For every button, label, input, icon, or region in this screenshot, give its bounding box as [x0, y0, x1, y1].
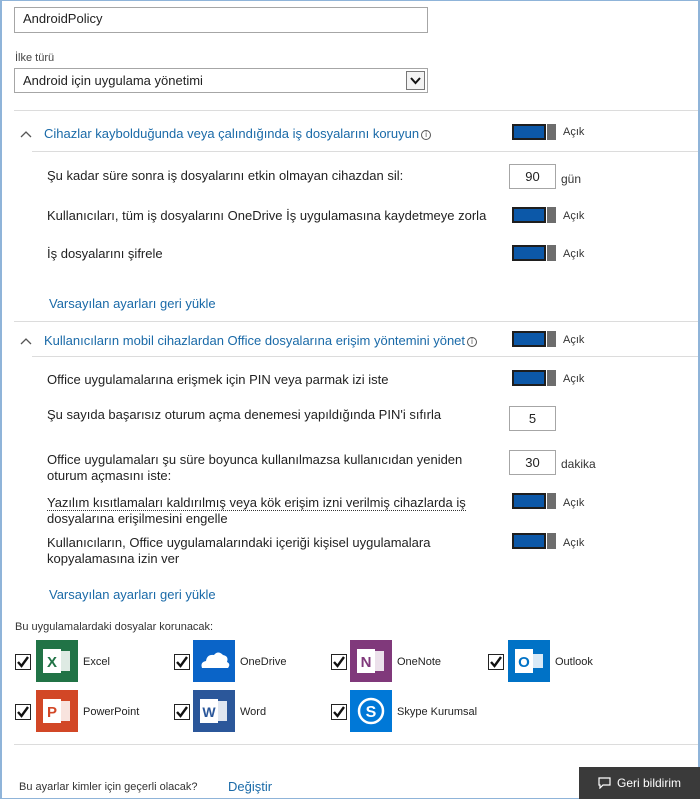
checkmark-icon [332, 705, 346, 719]
word-icon [193, 690, 235, 732]
require-pin-label: Office uygulamalarına erişmek için PIN veya parmak izi iste [47, 372, 389, 387]
encrypt-label: İş dosyalarını şifrele [47, 246, 163, 261]
applies-to-question: Bu ayarlar kimler için geçerli olacak? [19, 781, 198, 793]
change-link[interactable]: Değiştir [228, 779, 273, 794]
section1-reset-link[interactable]: Varsayılan ayarları geri yükle [49, 296, 216, 311]
info-icon[interactable]: i [421, 130, 431, 140]
policy-type-value: Android için uygulama yönetimi [23, 73, 203, 88]
svg-text:P: P [46, 704, 58, 721]
info-icon[interactable]: i [467, 337, 477, 347]
block-jailbroken-toggle-label: Açık [563, 497, 585, 509]
divider [14, 744, 698, 745]
section1-title: Cihazlar kaybolduğunda veya çalındığında iş dosyalarını koruyun [44, 126, 420, 141]
wipe-days-unit: gün [561, 172, 582, 186]
section2-title: Kullanıcıların mobil cihazlardan Office dosyalarına erişim yöntemini yönet [44, 333, 466, 348]
divider [32, 151, 698, 152]
policy-type-select[interactable] [14, 68, 428, 93]
checkmark-icon [16, 655, 30, 669]
pin-attempts-input[interactable]: 5 [509, 406, 556, 431]
require-pin-toggle[interactable] [512, 370, 556, 386]
feedback-label: Geri bildirim [616, 776, 681, 790]
checkmark-icon [489, 655, 503, 669]
onedrive-checkbox[interactable] [174, 654, 190, 670]
reauth-label: Office uygulamaları şu süre boyunca kullanılmazsa kullanıcıdan yeniden oturum açmasını iste: [47, 452, 463, 483]
allow-copy-label: Kullanıcıların, Office uygulamalarındaki içeriği kişisel uygulamalara kopyalamasına izin ver [47, 535, 431, 566]
onenote-icon [350, 640, 392, 682]
svg-text:S: S [365, 704, 377, 721]
powerpoint-label: PowerPoint [83, 706, 140, 718]
section1-header[interactable] [44, 126, 431, 141]
onenote-checkbox[interactable] [331, 654, 347, 670]
skype-icon [350, 690, 392, 732]
policy-type-label: İlke türü [15, 52, 55, 64]
onedrive-icon [193, 640, 235, 682]
pin-reset-label: Şu sayıda başarısız oturum açma denemesi yapıldığında PIN'i sıfırla [47, 407, 442, 422]
skype-checkbox[interactable] [331, 704, 347, 720]
require-pin-toggle-label: Açık [563, 373, 585, 385]
block-jailbroken-toggle[interactable] [512, 493, 556, 509]
onenote-label: OneNote [397, 656, 442, 668]
checkmark-icon [16, 705, 30, 719]
svg-text:N: N [360, 654, 372, 671]
outlook-checkbox[interactable] [488, 654, 504, 670]
allow-copy-toggle[interactable] [512, 533, 556, 549]
reauth-minutes-input[interactable]: 30 [509, 450, 556, 475]
divider [14, 110, 698, 111]
powerpoint-icon [36, 690, 78, 732]
section2-header[interactable] [44, 333, 477, 348]
policy-name-input[interactable]: AndroidPolicy [14, 7, 428, 33]
powerpoint-checkbox[interactable] [15, 704, 31, 720]
svg-text:X: X [46, 654, 58, 671]
force-onedrive-label: Kullanıcıları, tüm iş dosyalarını OneDrive İş uygulamasına kaydetmeye zorla [47, 208, 487, 223]
divider [14, 321, 698, 322]
svg-text:O: O [518, 654, 530, 671]
skype-label: Skype Kurumsal [397, 706, 478, 718]
section1-toggle-label: Açık [563, 126, 585, 138]
divider [32, 356, 698, 357]
excel-label: Excel [83, 656, 110, 668]
force-onedrive-toggle[interactable] [512, 207, 556, 223]
wipe-days-input[interactable]: 90 [509, 164, 556, 189]
chevron-down-icon[interactable] [406, 71, 425, 90]
encrypt-toggle-label: Açık [563, 248, 585, 260]
word-label: Word [240, 706, 267, 718]
section2-toggle-label: Açık [563, 334, 585, 346]
feedback-button[interactable] [579, 767, 700, 799]
outlook-icon [508, 640, 550, 682]
checkmark-icon [175, 705, 189, 719]
section1-toggle[interactable] [512, 124, 556, 140]
svg-text:W: W [202, 704, 216, 720]
checkmark-icon [175, 655, 189, 669]
section2-reset-link[interactable]: Varsayılan ayarları geri yükle [49, 587, 216, 602]
chat-icon [598, 777, 611, 789]
allow-copy-toggle-label: Açık [563, 537, 585, 549]
block-jailbroken-label: Yazılım kısıtlamaları kaldırılmış veya kök erişim izni verilmiş cihazlarda iş dosyalarına erişilmesini engelle [47, 495, 466, 526]
outlook-label: Outlook [555, 656, 593, 668]
chevron-up-icon[interactable] [19, 336, 33, 346]
force-onedrive-toggle-label: Açık [563, 210, 585, 222]
excel-icon [36, 640, 78, 682]
apps-heading: Bu uygulamalardaki dosyalar korunacak: [15, 621, 214, 633]
section2-toggle[interactable] [512, 331, 556, 347]
chevron-up-icon[interactable] [19, 129, 33, 139]
word-checkbox[interactable] [174, 704, 190, 720]
encrypt-toggle[interactable] [512, 245, 556, 261]
wipe-inactive-label: Şu kadar süre sonra iş dosyalarını etkin olmayan cihazdan sil: [47, 168, 404, 183]
checkmark-icon [332, 655, 346, 669]
excel-checkbox[interactable] [15, 654, 31, 670]
onedrive-label: OneDrive [240, 656, 287, 668]
reauth-minutes-unit: dakika [561, 457, 596, 471]
